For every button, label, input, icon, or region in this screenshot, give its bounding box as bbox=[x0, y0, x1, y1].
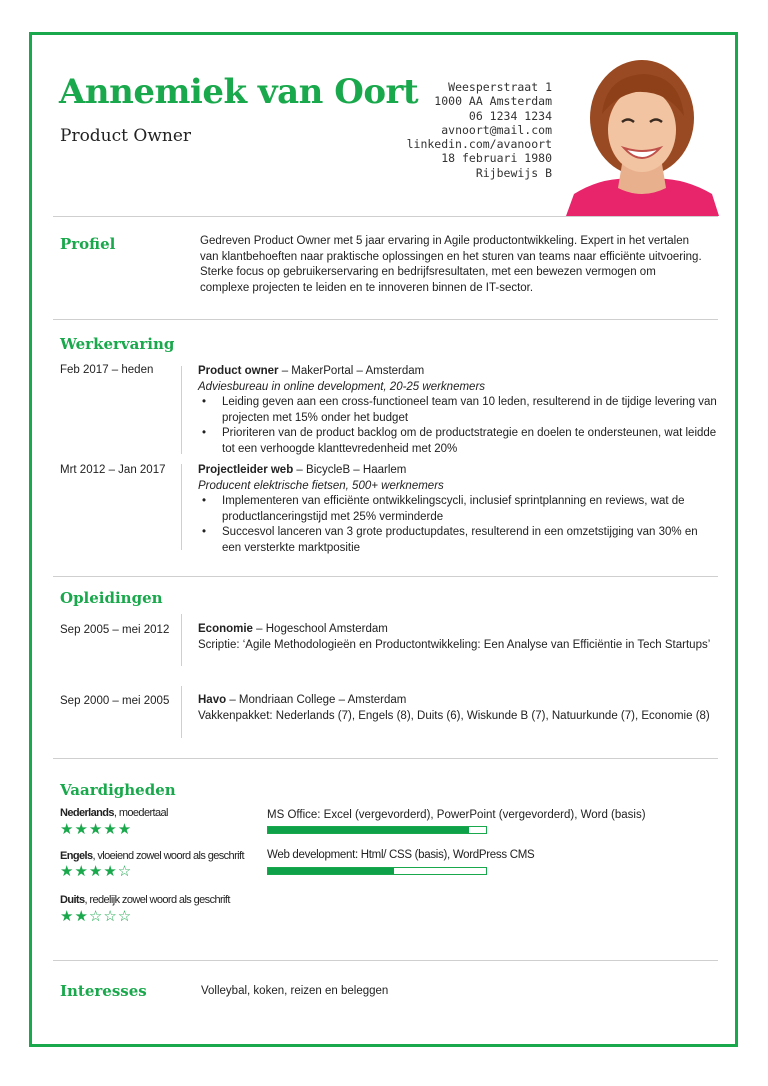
job-bullet: • Leiding geven aan een cross-functioneel team van 10 leden, resulterend in de tijdige levering van projecten met 15% onder het budget bbox=[198, 395, 718, 426]
skill-progress-bar bbox=[267, 867, 487, 875]
language-skill bbox=[60, 850, 244, 862]
language-skill bbox=[60, 807, 168, 819]
profile-photo bbox=[566, 56, 719, 216]
linkedin: linkedin.com/avanoort bbox=[406, 137, 552, 152]
email: avnoort@mail.com bbox=[441, 122, 552, 137]
language-level: , vloeiend zowel woord als geschrift bbox=[92, 850, 244, 862]
job-company-description: Adviesbureau in online development, 20-25 werknemers bbox=[198, 380, 486, 393]
language-level: , moedertaal bbox=[113, 807, 168, 819]
skill-progress-fill bbox=[268, 868, 394, 874]
education-name: Economie bbox=[198, 623, 253, 635]
star-rating: ★★★★★ bbox=[60, 821, 133, 838]
section-title-vaardigheden: Vaardigheden bbox=[60, 781, 176, 799]
skill-progress-bar bbox=[267, 826, 487, 834]
education-date: Sep 2005 – mei 2012 bbox=[60, 624, 170, 636]
section-title-interesses: Interesses bbox=[60, 982, 147, 1000]
education-school: – Hogeschool Amsterdam bbox=[252, 623, 388, 635]
divider bbox=[53, 960, 718, 961]
job-bullet: • Implementeren van efficiënte ontwikkelingscycli, inclusief sprintplanning en reviews, wat de productlanceringstijd met 25% verminderde bbox=[198, 494, 718, 525]
job-company: – BicycleB – Haarlem bbox=[293, 464, 407, 476]
software-skill-label: MS Office: Excel (vergevorderd), PowerPoint (vergevorderd), Word (basis) bbox=[267, 809, 646, 821]
phone: 06 1234 1234 bbox=[468, 108, 552, 123]
job-date: Mrt 2012 – Jan 2017 bbox=[60, 464, 166, 476]
contact-block bbox=[407, 80, 552, 180]
timeline-line bbox=[181, 614, 182, 666]
job-company-description: Producent elektrische fietsen, 500+ werknemers bbox=[198, 479, 444, 492]
timeline-line bbox=[181, 464, 182, 550]
language-name: Nederlands bbox=[60, 807, 114, 819]
language-level: , redelijk zowel woord als geschrift bbox=[84, 894, 230, 906]
divider bbox=[53, 576, 718, 577]
job-bullet: • Prioriteren van de product backlog om de productstrategie en doelen te ondersteunen, wat leidde tot een verhoogde klanttevredenheid met 20% bbox=[198, 426, 718, 457]
star-rating: ★★★★☆ bbox=[60, 863, 133, 880]
section-title-profiel: Profiel bbox=[60, 235, 116, 253]
job-entry bbox=[198, 463, 718, 556]
education-entry bbox=[198, 693, 718, 724]
language-name: Duits bbox=[60, 894, 85, 906]
candidate-name: Annemiek van Oort bbox=[59, 72, 419, 112]
divider bbox=[53, 319, 718, 320]
language-name: Engels bbox=[60, 850, 93, 862]
education-date: Sep 2000 – mei 2005 bbox=[60, 695, 170, 707]
skill-progress-fill bbox=[268, 827, 469, 833]
education-entry bbox=[198, 622, 718, 653]
software-skill-label: Web development: Html/ CSS (basis), WordPress CMS bbox=[267, 849, 535, 861]
section-title-werkervaring: Werkervaring bbox=[60, 335, 175, 353]
interests-text: Volleybal, koken, reizen en beleggen bbox=[201, 985, 389, 997]
birth-date: 18 februari 1980 bbox=[441, 151, 552, 166]
star-rating: ★★☆☆☆ bbox=[60, 908, 133, 925]
divider bbox=[53, 758, 718, 759]
job-company: – MakerPortal – Amsterdam bbox=[278, 365, 425, 377]
address-line: Weesperstraat 1 bbox=[448, 80, 552, 94]
job-role: Projectleider web bbox=[198, 464, 294, 476]
divider bbox=[53, 216, 718, 217]
education-school: – Mondriaan College – Amsterdam bbox=[226, 694, 407, 706]
job-date: Feb 2017 – heden bbox=[60, 364, 154, 376]
job-entry bbox=[198, 364, 718, 457]
postal-city: 1000 AA Amsterdam bbox=[434, 94, 552, 109]
education-name: Havo bbox=[198, 694, 227, 706]
education-detail: Vakkenpakket: Nederlands (7), Engels (8), Duits (6), Wiskunde B (7), Natuurkunde (7), Economie (8) bbox=[198, 709, 710, 722]
language-skill bbox=[60, 894, 230, 906]
education-detail: Scriptie: ‘Agile Methodologieën en Productontwikkeling: Een Analyse van Efficiëntie in Tech Startups’ bbox=[198, 638, 711, 651]
job-bullet: • Succesvol lanceren van 3 grote productupdates, resulterend in een omzetstijging van 30% en een versterkte marktpositie bbox=[198, 525, 718, 556]
timeline-line bbox=[181, 686, 182, 738]
job-role: Product owner bbox=[198, 365, 279, 377]
profile-text: Gedreven Product Owner met 5 jaar ervaring in Agile productontwikkeling. Expert in het vertalen van klantbehoeften naar praktische oplossingen en het sturen van teams naar efficiënte uitvoering. Sterke focus op gebruikerservaring en bedrijfsresultaten, met een bewezen vermogen om complexe projecten te leiden en te innoveren binnen de IT-sector. bbox=[200, 235, 702, 294]
drivers-license: Rijbewijs B bbox=[475, 165, 552, 180]
section-title-opleidingen: Opleidingen bbox=[60, 589, 163, 607]
job-title: Product Owner bbox=[60, 126, 192, 146]
timeline-line bbox=[181, 366, 182, 454]
